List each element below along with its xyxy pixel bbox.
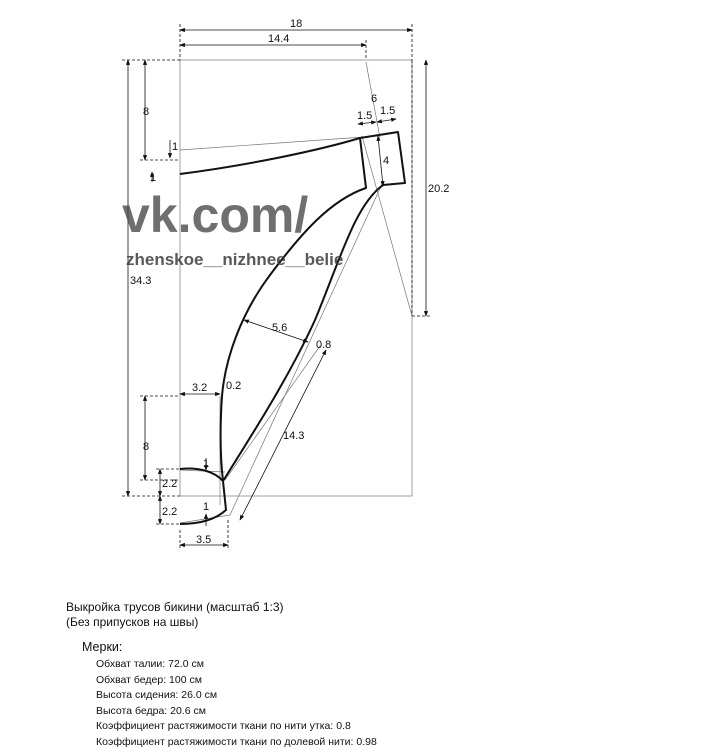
label-band-right: 1.5 xyxy=(380,105,396,117)
measurement-item: Высота бедра: 20.6 см xyxy=(96,704,206,717)
measurements-heading: Мерки: xyxy=(82,640,123,654)
measurement-item: Коэффициент растяжимости ткани по нити утка: 0.8 xyxy=(96,720,351,732)
label-lower-height: 8 xyxy=(143,441,150,453)
dimension-lines xyxy=(122,24,432,550)
label-band-left: 1.5 xyxy=(357,110,373,122)
label-gusset-height-1: 2.2 xyxy=(162,478,178,490)
label-waist-drop: 6 xyxy=(371,93,378,105)
label-left-offset-bottom: 1 xyxy=(150,172,157,184)
label-gusset-height-2: 2.2 xyxy=(162,506,178,518)
measurements-list xyxy=(96,657,706,750)
measurement-item: Обхват бедер: 100 см xyxy=(96,673,202,686)
pattern-subtitle: (Без припусков на швы) xyxy=(66,615,199,629)
label-crotch-width: 3.2 xyxy=(192,382,208,394)
label-band-height: 4 xyxy=(383,155,390,167)
watermark-site: vk.com/ xyxy=(122,187,309,243)
label-top-width: 18 xyxy=(290,18,303,30)
measurement-item: Обхват талии: 72.0 см xyxy=(96,658,204,670)
pattern-title: Выкройка трусов бикини (масштаб 1:3) xyxy=(66,600,284,614)
label-curve-offset: 0.8 xyxy=(316,339,332,351)
label-total-height: 34.3 xyxy=(130,275,152,287)
label-gusset-offset-bottom: 1 xyxy=(203,501,210,513)
label-crotch-offset: 0.2 xyxy=(226,380,242,392)
label-waist-height: 8 xyxy=(143,106,150,118)
construction-lines xyxy=(180,62,412,523)
label-curve-depth: 5.6 xyxy=(272,322,288,334)
label-gusset-width: 3.5 xyxy=(196,534,212,546)
watermark-group: zhenskoe__nizhnee__belie xyxy=(126,250,344,269)
label-gusset-offset-top: 1 xyxy=(203,458,210,470)
label-left-offset-top: 1 xyxy=(172,141,179,153)
measurement-item: Коэффициент растяжимости ткани по долевой нити: 0.98 xyxy=(96,735,377,748)
label-inner-width: 14.4 xyxy=(268,33,290,45)
label-side-height: 20.2 xyxy=(428,183,450,195)
label-diagonal: 14.3 xyxy=(283,430,305,442)
pattern-notes xyxy=(66,600,706,750)
measurement-item: Высота сидения: 26.0 см xyxy=(96,689,218,701)
